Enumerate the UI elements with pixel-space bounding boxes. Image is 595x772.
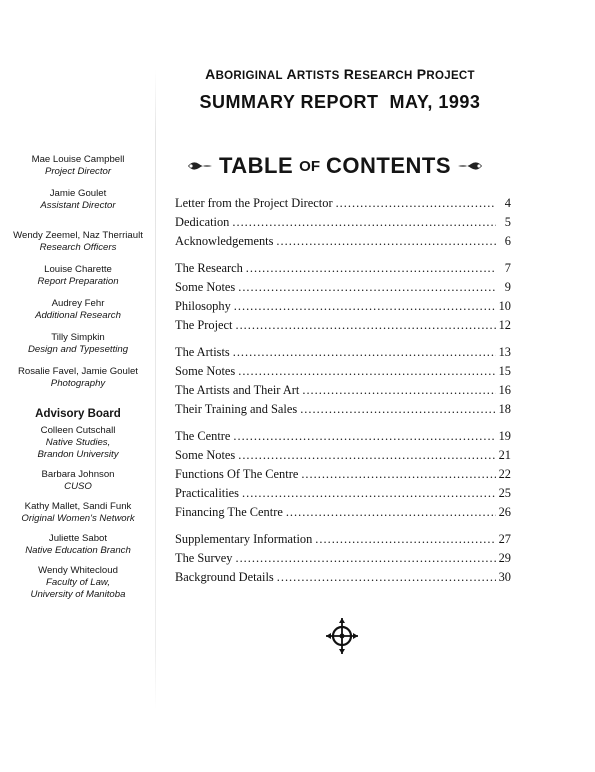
toc-entry[interactable] — [175, 297, 511, 316]
advisory-board-heading: Advisory Board — [35, 408, 121, 420]
toc-entry[interactable] — [175, 549, 511, 568]
advisory-member-name: Wendy Whitecloud — [38, 565, 118, 576]
toc-entry-page: 13 — [498, 345, 511, 359]
title-word — [344, 66, 413, 82]
credit-entry — [0, 332, 156, 356]
toc-heading — [175, 153, 495, 179]
toc-entry-title: Dedication — [175, 215, 230, 229]
toc-dot-leader — [242, 484, 496, 503]
toc-entry-title: Financing The Centre — [175, 505, 283, 519]
title-word-cap: R — [343, 66, 355, 82]
advisory-member-name: Juliette Sabot — [48, 533, 108, 544]
credit-name: Tilly Simpkin — [51, 332, 105, 343]
toc-entry-title: Practicalities — [175, 486, 239, 500]
credit-role: Design and Typesetting — [27, 344, 129, 355]
toc-dot-leader — [238, 362, 495, 381]
toc-entry-title: Their Training and Sales — [175, 402, 298, 416]
toc-entry[interactable] — [175, 503, 511, 522]
credit-entry — [0, 298, 156, 322]
table-of-contents — [175, 194, 511, 595]
toc-dot-leader — [336, 194, 496, 213]
title-word — [286, 66, 339, 82]
advisory-member — [0, 533, 156, 557]
toc-section — [175, 530, 511, 587]
toc-entry[interactable] — [175, 530, 511, 549]
toc-entry-page: 9 — [504, 280, 511, 294]
credit-role: Additional Research — [35, 310, 121, 321]
toc-dot-leader — [235, 549, 495, 568]
advisory-member-affiliation: Original Women's Network — [21, 513, 135, 524]
toc-entry-page: 19 — [498, 429, 511, 443]
toc-dot-leader — [315, 530, 495, 549]
advisory-member-affiliation: Brandon University — [37, 449, 119, 460]
toc-dot-leader — [233, 427, 495, 446]
advisory-member — [0, 469, 156, 493]
toc-dot-leader — [300, 400, 495, 419]
credit-entry — [0, 188, 156, 212]
title-word — [417, 66, 475, 82]
toc-dot-leader — [246, 259, 496, 278]
toc-entry-title: Some Notes — [175, 448, 236, 462]
toc-entry-title: The Centre — [175, 429, 231, 443]
toc-entry-title: The Survey — [175, 551, 233, 565]
toc-section — [175, 194, 511, 251]
credit-name: Wendy Zeemel, Naz Therriault — [13, 230, 143, 241]
toc-entry-page: 16 — [498, 383, 511, 397]
toc-entry-page: 30 — [498, 570, 511, 584]
project-title — [170, 66, 510, 82]
toc-entry-page: 27 — [498, 532, 511, 546]
toc-entry-title: Supplementary Information — [175, 532, 313, 546]
title-word-cap: P — [416, 66, 427, 82]
toc-entry[interactable] — [175, 427, 511, 446]
toc-entry[interactable] — [175, 194, 511, 213]
toc-entry[interactable] — [175, 446, 511, 465]
toc-entry-title: The Artists and Their Art — [175, 383, 300, 397]
scroll-ornament-icon — [187, 159, 213, 173]
advisory-member-name: Kathy Mallet, Sandi Funk — [24, 501, 132, 512]
title-word-rest: ESEARCH — [354, 70, 413, 82]
toc-dot-leader — [276, 232, 496, 251]
credit-name: Jamie Goulet — [49, 188, 107, 199]
toc-entry-title: Background Details — [175, 570, 274, 584]
toc-dot-leader — [301, 465, 495, 484]
toc-dot-leader — [286, 503, 496, 522]
title-word-cap: A — [286, 66, 297, 82]
toc-entry-page: 26 — [498, 505, 511, 519]
credit-entry — [0, 264, 156, 288]
toc-entry[interactable] — [175, 484, 511, 503]
toc-entry-page: 7 — [504, 261, 511, 275]
advisory-member-name: Barbara Johnson — [41, 469, 115, 480]
title-word-rest: BORIGINAL — [215, 70, 283, 82]
toc-entry-title: Letter from the Project Director — [175, 196, 333, 210]
toc-entry-page: 25 — [498, 486, 511, 500]
toc-entry[interactable] — [175, 278, 511, 297]
title-word — [205, 66, 283, 82]
credit-entry — [0, 154, 156, 178]
advisory-member — [0, 425, 156, 461]
toc-entry-page: 6 — [504, 234, 511, 248]
title-word-rest: RTISTS — [296, 70, 340, 82]
toc-entry[interactable] — [175, 343, 511, 362]
toc-dot-leader — [234, 297, 496, 316]
toc-dot-leader — [235, 316, 495, 335]
advisory-member-affiliation: University of Manitoba — [30, 589, 126, 600]
toc-entry-title: Functions Of The Centre — [175, 467, 299, 481]
credit-name: Louise Charette — [44, 264, 112, 275]
toc-heading-table: TABLE — [218, 153, 294, 178]
toc-section — [175, 259, 511, 335]
toc-entry[interactable] — [175, 362, 511, 381]
toc-entry-page: 18 — [498, 402, 511, 416]
toc-heading-contents: CONTENTS — [326, 153, 452, 178]
toc-entry[interactable] — [175, 381, 511, 400]
toc-entry[interactable] — [175, 400, 511, 419]
credit-entry — [0, 230, 156, 254]
toc-entry[interactable] — [175, 316, 511, 335]
toc-entry-page: 10 — [498, 299, 511, 313]
toc-entry-page: 15 — [498, 364, 511, 378]
toc-entry-page: 22 — [498, 467, 511, 481]
credit-role: Assistant Director — [40, 200, 116, 211]
toc-entry[interactable] — [175, 213, 511, 232]
toc-entry-page: 21 — [498, 448, 511, 462]
credit-name: Mae Louise Campbell — [31, 154, 125, 165]
title-word-cap: A — [205, 66, 216, 82]
credit-role: Research Officers — [39, 242, 117, 253]
credit-role: Report Preparation — [37, 276, 119, 287]
toc-entry[interactable] — [175, 259, 511, 278]
advisory-member-affiliation: CUSO — [64, 481, 92, 492]
toc-entry-title: The Project — [175, 318, 233, 332]
toc-entry[interactable] — [175, 568, 511, 587]
credit-entry — [0, 366, 156, 390]
credits-sidebar — [0, 154, 156, 609]
report-subtitle: SUMMARY REPORT MAY, 1993 — [199, 92, 481, 112]
advisory-member-affiliation: Native Education Branch — [25, 545, 131, 556]
toc-heading-of: OF — [299, 157, 321, 175]
toc-entry-title: The Artists — [175, 345, 230, 359]
toc-entry-page: 4 — [504, 196, 511, 210]
toc-entry-title: Some Notes — [175, 280, 236, 294]
toc-dot-leader — [232, 213, 496, 232]
toc-entry[interactable] — [175, 232, 511, 251]
advisory-member-affiliation: Faculty of Law, — [46, 577, 110, 588]
advisory-member-affiliation: Native Studies, — [45, 437, 111, 448]
credit-name: Rosalie Favel, Jamie Goulet — [18, 366, 138, 377]
toc-dot-leader — [238, 446, 495, 465]
credit-role: Photography — [50, 378, 106, 389]
toc-dot-leader — [238, 278, 496, 297]
title-word-rest: ROJECT — [426, 70, 475, 82]
toc-section — [175, 343, 511, 419]
toc-entry-title: Philosophy — [175, 299, 231, 313]
toc-entry-page: 12 — [498, 318, 511, 332]
advisory-member — [0, 501, 156, 525]
toc-dot-leader — [277, 568, 496, 587]
toc-entry-page: 5 — [504, 215, 511, 229]
toc-dot-leader — [302, 381, 495, 400]
toc-dot-leader — [233, 343, 496, 362]
toc-entry-title: Some Notes — [175, 364, 236, 378]
advisory-member-name: Colleen Cutschall — [40, 425, 116, 436]
toc-entry-title: The Research — [175, 261, 243, 275]
medicine-wheel-emblem-icon — [324, 616, 360, 656]
toc-entry-page: 29 — [498, 551, 511, 565]
credit-role: Project Director — [44, 166, 112, 177]
toc-entry-title: Acknowledgements — [175, 234, 274, 248]
advisory-member — [0, 565, 156, 601]
toc-section — [175, 427, 511, 522]
toc-entry[interactable] — [175, 465, 511, 484]
credit-name: Audrey Fehr — [51, 298, 105, 309]
scroll-ornament-icon — [457, 159, 483, 173]
